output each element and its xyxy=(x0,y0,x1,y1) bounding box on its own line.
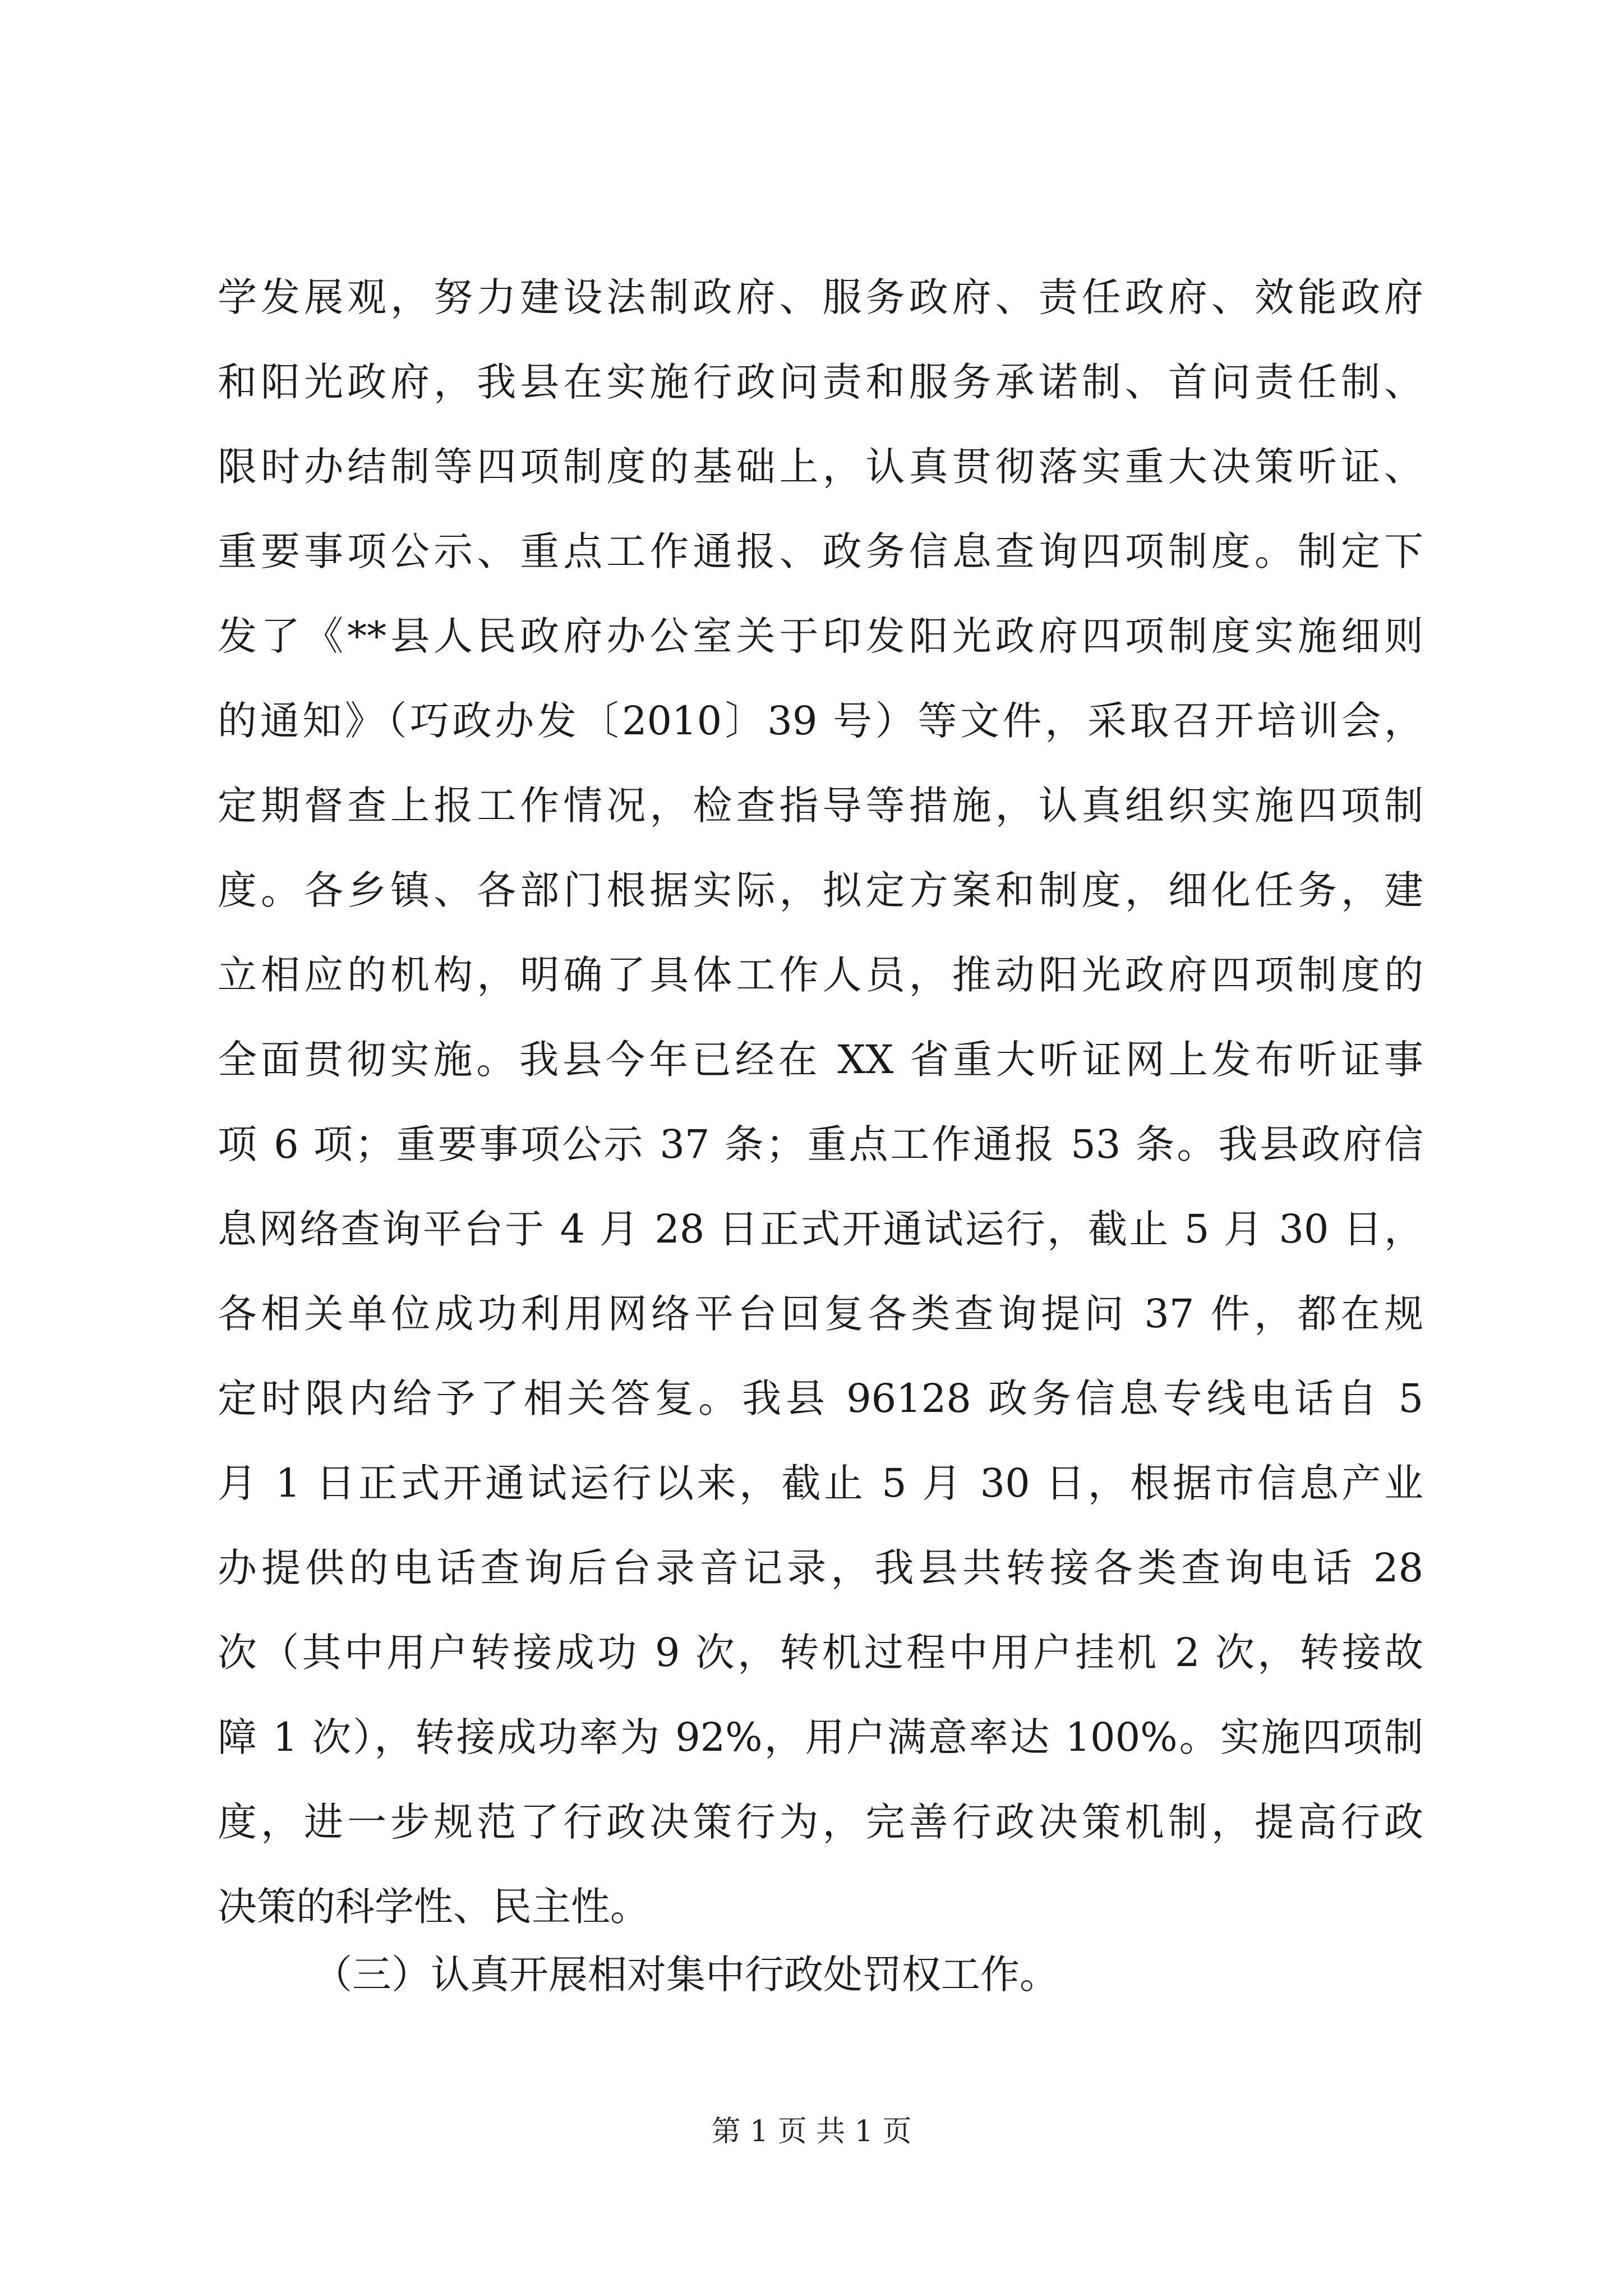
text-line: 学发展观，努力建设法制政府、服务政府、责任政府、效能政府 xyxy=(218,274,1423,320)
text-line: 各相关单位成功利用网络平台回复各类查询提问 37 件，都在规 xyxy=(218,1291,1423,1337)
text-line: 发了《**县人民政府办公室关于印发阳光政府四项制度实施细则 xyxy=(218,613,1423,659)
text-line: 度，进一步规范了行政决策行为，完善行政决策机制，提高行政 xyxy=(218,1799,1423,1845)
body-paragraph xyxy=(218,255,1423,1949)
section-heading: （三）认真开展相对集中行政处罚权工作。 xyxy=(313,1952,1059,1998)
text-line: 办提供的电话查询后台录音记录，我县共转接各类查询电话 28 xyxy=(218,1545,1423,1591)
text-line: 决策的科学性、民主性。 xyxy=(218,1884,649,1930)
text-line: 息网络查询平台于 4 月 28 日正式开通试运行，截止 5 月 30 日， xyxy=(218,1206,1423,1252)
text-line: 月 1 日正式开通试运行以来，截止 5 月 30 日，根据市信息产业 xyxy=(218,1460,1423,1506)
text-line: 次（其中用户转接成功 9 次，转机过程中用户挂机 2 次，转接故 xyxy=(218,1630,1423,1676)
text-line: 和阳光政府，我县在实施行政问责和服务承诺制、首问责任制、 xyxy=(218,359,1423,405)
text-line: 全面贯彻实施。我县今年已经在 XX 省重大听证网上发布听证事 xyxy=(218,1037,1423,1083)
text-line: 度。各乡镇、各部门根据实际，拟定方案和制度，细化任务，建 xyxy=(218,867,1423,913)
page-footer: 第 1 页 共 1 页 xyxy=(711,2115,912,2148)
text-line: 障 1 次），转接成功率为 92%，用户满意率达 100%。实施四项制 xyxy=(218,1714,1423,1760)
text-line: 重要事项公示、重点工作通报、政务信息查询四项制度。制定下 xyxy=(218,528,1423,574)
text-line: 定时限内给予了相关答复。我县 96128 政务信息专线电话自 5 xyxy=(218,1375,1423,1421)
text-line: 的通知》（巧政办发〔2010〕39 号）等文件，采取召开培训会， xyxy=(218,698,1423,744)
text-line: 项 6 项；重要事项公示 37 条；重点工作通报 53 条。我县政府信 xyxy=(218,1121,1423,1167)
text-line: 限时办结制等四项制度的基础上，认真贯彻落实重大决策听证、 xyxy=(218,444,1423,490)
text-line: 定期督查上报工作情况，检查指导等措施，认真组织实施四项制 xyxy=(218,783,1423,829)
text-line: 立相应的机构，明确了具体工作人员，推动阳光政府四项制度的 xyxy=(218,952,1423,998)
